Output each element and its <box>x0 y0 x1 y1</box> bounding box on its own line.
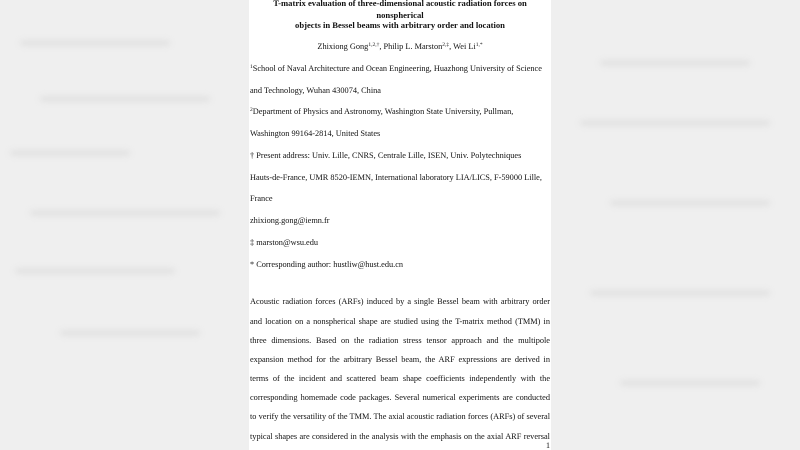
author-marston: , Philip L. Marston <box>379 42 443 51</box>
paper-title-line-1: T-matrix evaluation of three-dimensional acoustic radiation forces on nonspherical <box>273 0 527 20</box>
background-blur <box>30 210 220 216</box>
affiliation-1-text: School of Naval Architecture and Ocean Engineering, Huazhong University of Science <box>252 64 542 73</box>
author-marston-affiliation: 2,‡ <box>442 42 450 48</box>
author-gong: Zhixiong Gong <box>317 42 369 51</box>
affiliation-2-line-1 <box>250 106 550 118</box>
background-blur <box>600 60 750 66</box>
author-gong-affiliation: 1,2,† <box>368 42 380 48</box>
abstract-line: terms of the incident and scattered beam shape coefficients independently with the <box>250 374 550 383</box>
background-blur <box>580 120 770 126</box>
background-blur <box>590 290 770 296</box>
abstract-line: expansion method for the arbitrary Bessel beam, the ARF expressions are derived in <box>250 355 550 364</box>
email-marston: ‡ marston@wsu.edu <box>250 238 319 247</box>
paper-title-line-2: objects in Bessel beams with arbitrary order and location <box>295 20 505 30</box>
author-li: , Wei Li <box>449 42 476 51</box>
background-blur <box>20 40 170 46</box>
abstract-line: typical shapes are considered in the analysis with the emphasis on the axial ARF reversal <box>250 432 550 441</box>
background-blur <box>40 96 210 102</box>
background-blur <box>15 268 175 274</box>
affiliation-1-line-2: and Technology, Wuhan 430074, China <box>250 86 381 95</box>
email-gong: zhixiong.gong@iemn.fr <box>250 216 330 225</box>
abstract-line: three dimensions. Based on the radiation stress tensor approach and the multipole <box>250 336 550 345</box>
author-list <box>249 41 551 53</box>
affiliation-2-text: Department of Physics and Astronomy, Washington State University, Pullman, <box>252 107 514 116</box>
author-li-affiliation: 1,* <box>475 42 483 48</box>
background-blur <box>610 200 770 206</box>
present-address-line-2: Hauts-de-France, UMR 8520-IEMN, International laboratory LIA/LICS, F-59000 Lille, <box>250 173 542 182</box>
background-blur <box>60 330 200 336</box>
background-blur <box>620 380 760 386</box>
email-corresponding: * Corresponding author: hustliw@hust.edu.cn <box>250 260 404 269</box>
affiliation-2-marker: 2 <box>250 107 253 113</box>
abstract-line: to verify the versatility of the TMM. The axial acoustic radiation forces (ARFs) of several <box>250 412 550 421</box>
affiliation-1-line-1 <box>250 63 550 75</box>
abstract-line: corresponding homemade code packages. Several numerical experiments are conducted <box>250 393 550 402</box>
page-number: 1 <box>546 441 550 450</box>
present-address-line-1: † Present address: Univ. Lille, CNRS, Centrale Lille, ISEN, Univ. Polytechniques <box>250 151 522 160</box>
background-blur <box>10 150 130 156</box>
abstract-line: and location on a nonspherical shape are studied using the T-matrix method (TMM) in <box>250 317 550 326</box>
document-page <box>249 0 551 450</box>
present-address-line-3: France <box>250 194 273 203</box>
abstract-line: Acoustic radiation forces (ARFs) induced by a single Bessel beam with arbitrary order <box>250 297 550 306</box>
affiliation-2-line-2: Washington 99164-2814, United States <box>250 129 381 138</box>
affiliation-1-marker: 1 <box>250 64 253 70</box>
